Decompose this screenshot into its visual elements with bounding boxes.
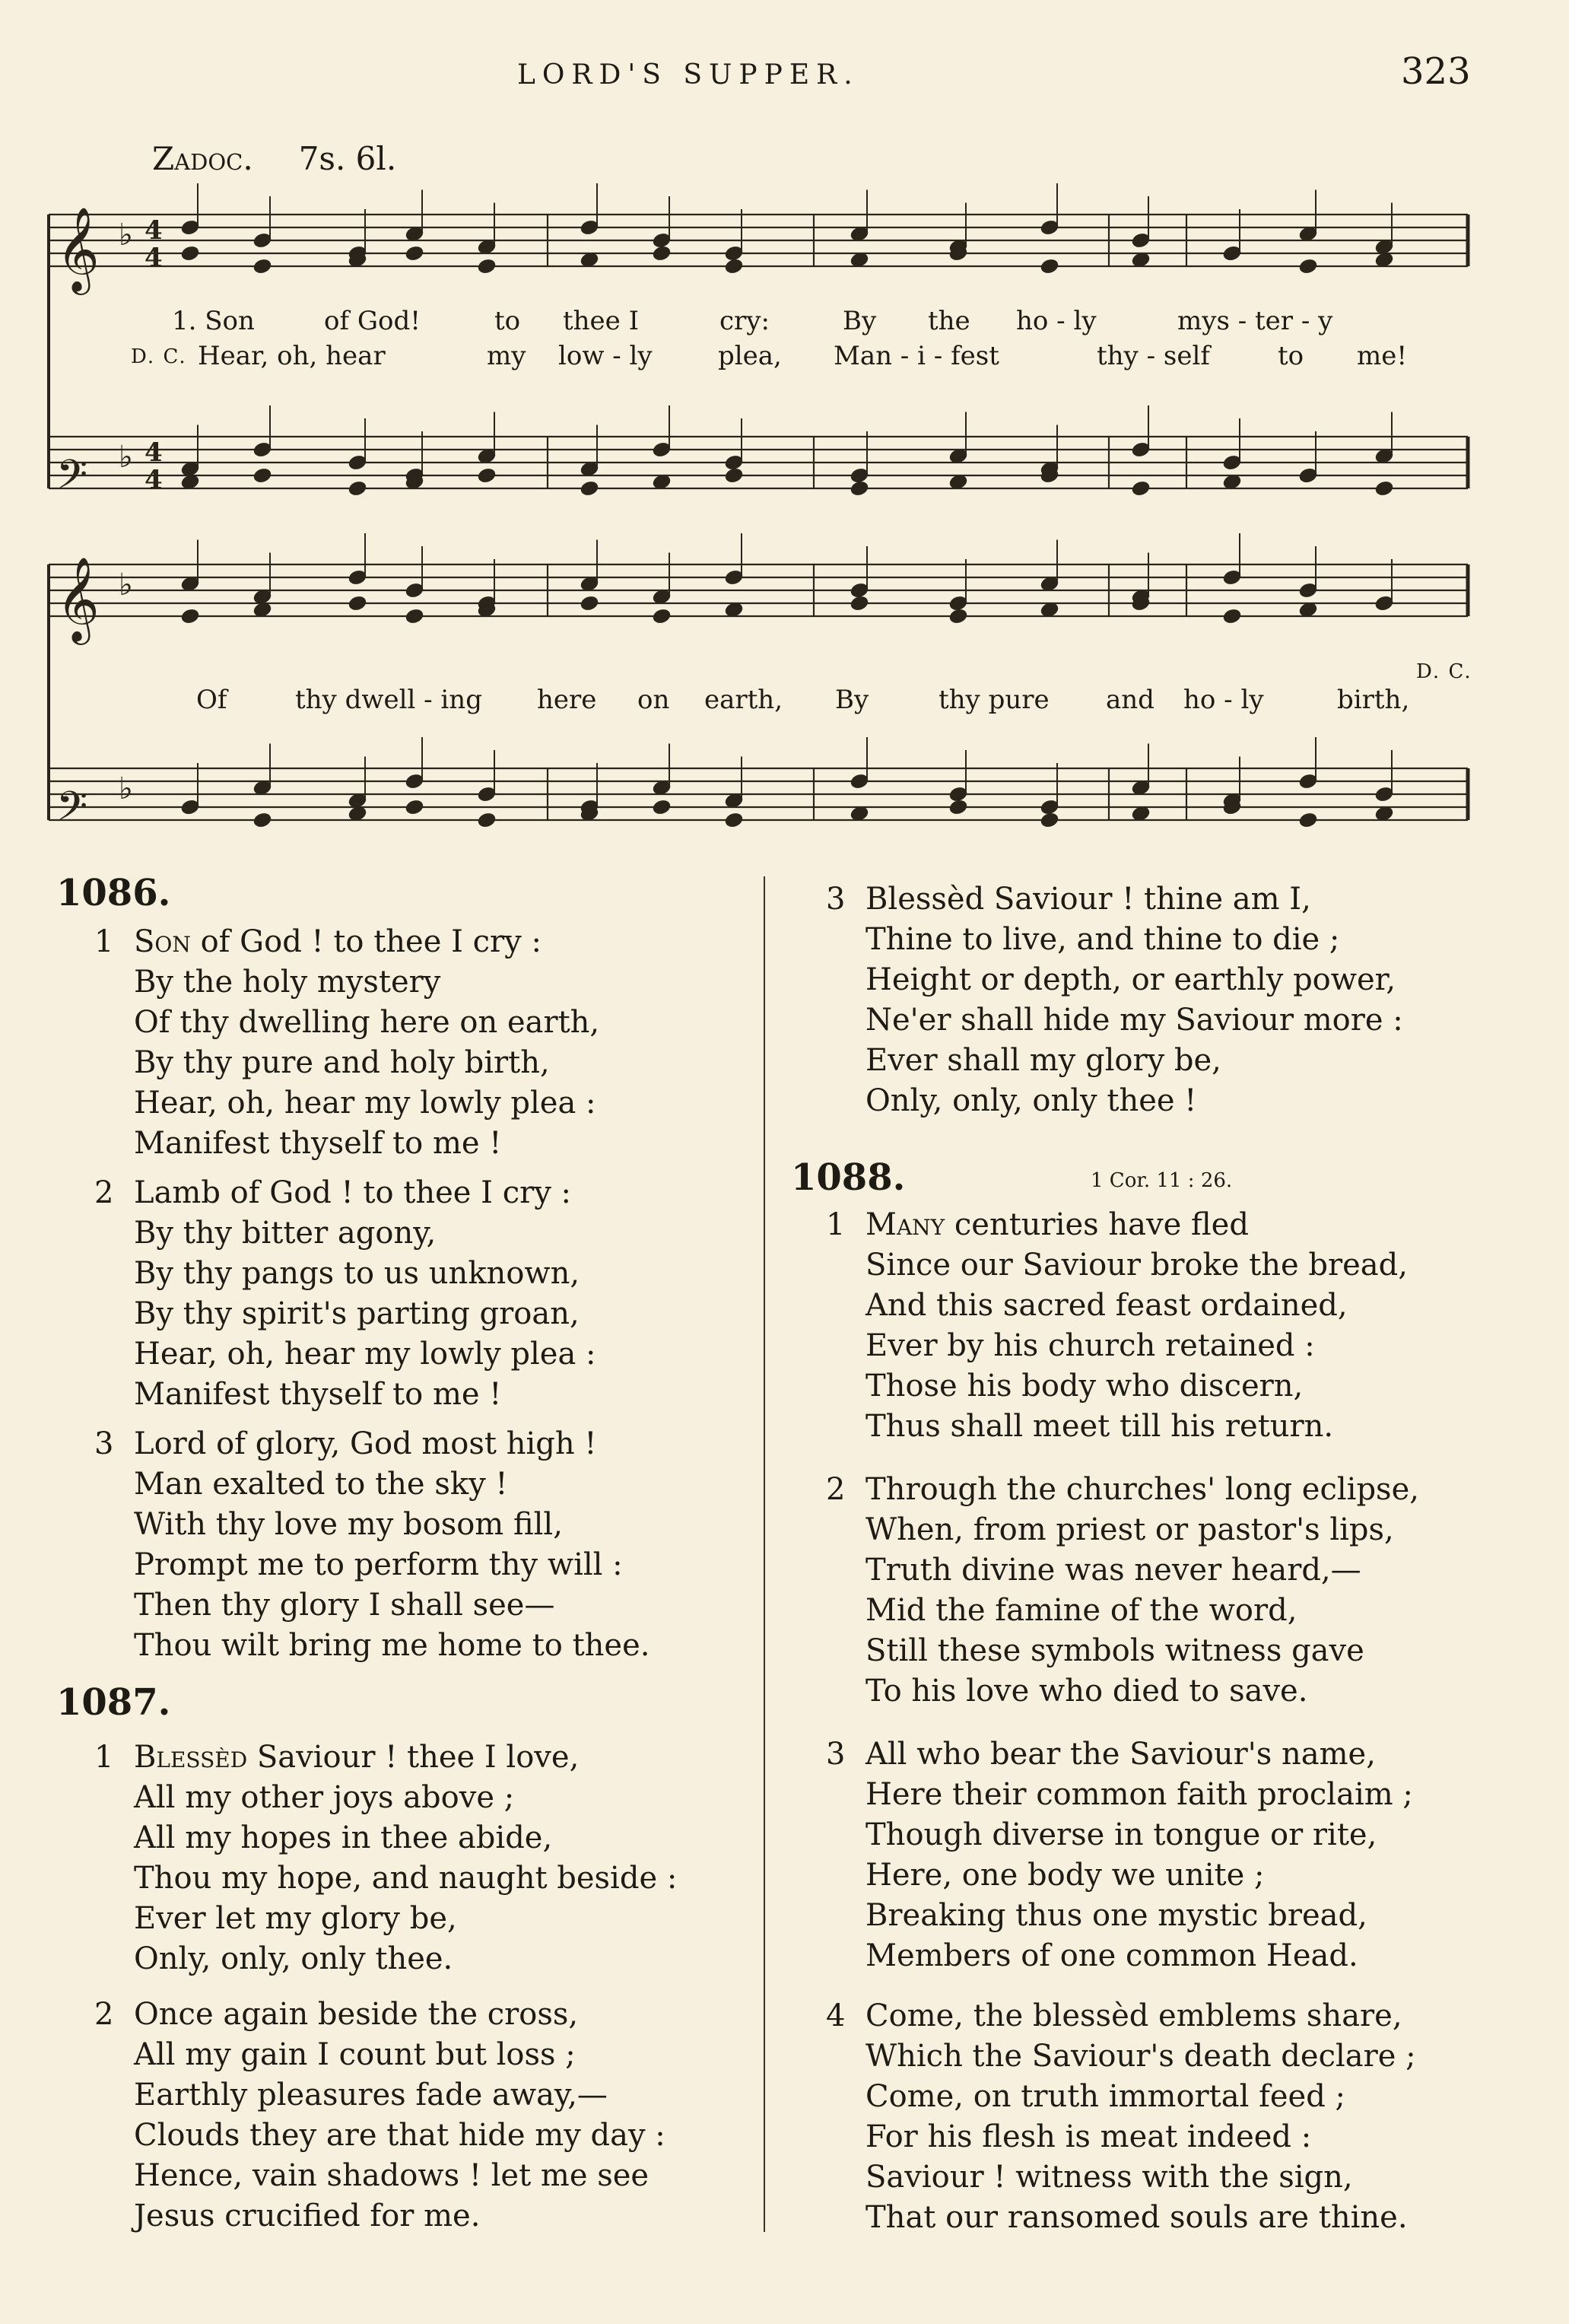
lyric-syllable: low - ly [558, 341, 653, 371]
stanza [94, 1173, 596, 1415]
treble-clef-icon: 𝄞 [56, 206, 100, 291]
note-head [405, 608, 424, 625]
note-head [180, 608, 200, 625]
stanza-number: 3 [826, 1737, 846, 1772]
stanza-line: Hear, oh, hear my lowly plea : [134, 1337, 596, 1372]
stanza-line: Ever shall my glory be, [865, 1043, 1221, 1078]
first-line-rest: Saviour ! thee I love, [247, 1740, 580, 1775]
dc-label: D. C. [131, 345, 187, 368]
note-head [253, 467, 272, 485]
page-number: 323 [1401, 50, 1471, 93]
stanza-number: 3 [826, 882, 846, 917]
stanza-line [134, 1173, 596, 1213]
note-head [1131, 480, 1151, 498]
stanza [94, 1737, 678, 1979]
first-line-rest: Lord of glory, God most high ! [134, 1426, 597, 1461]
lyric-syllable: plea, [718, 341, 782, 371]
lyric-syllable: of God! [324, 306, 421, 336]
lyric-syllable: 1. Son [172, 306, 255, 336]
note-head [1040, 812, 1059, 829]
stanza-line [865, 1996, 1416, 2036]
stanza-line: By the holy mystery [134, 965, 441, 1000]
stanza-line: That our ransomed souls are thine. [865, 2200, 1408, 2235]
stanza [94, 922, 600, 1164]
scripture-reference: 1 Cor. 11 : 26. [1091, 1169, 1233, 1192]
lyric-syllable: thy pure [939, 685, 1050, 715]
stanza-line: Here their common faith proclaim ; [865, 1777, 1413, 1812]
stanza-line: Ever let my glory be, [134, 1901, 457, 1936]
treble-clef-icon: 𝄞 [56, 556, 100, 641]
lyric-syllable: cry: [719, 306, 770, 336]
stanza-line [865, 1205, 1408, 1245]
lyric-syllable: to [494, 306, 521, 336]
stanza-line: By thy pangs to us unknown, [134, 1256, 580, 1291]
bass-clef-icon: 𝄢 [56, 784, 88, 840]
lyric-syllable: mys - ter - y [1177, 306, 1333, 336]
first-line-rest: centuries have fled [945, 1207, 1249, 1242]
stanza-line: Prompt me to perform thy will : [134, 1547, 623, 1582]
lyric-syllable: birth, [1337, 685, 1410, 715]
stanza-line [865, 1734, 1413, 1775]
note-head [405, 245, 424, 262]
stanza-line: Though diverse in tongue or rite, [865, 1817, 1377, 1852]
lyric-syllable: here [537, 685, 597, 715]
stanza-line: Saviour ! witness with the sign, [865, 2160, 1353, 2195]
stanza-line: Thou my hope, and naught beside : [134, 1861, 678, 1896]
lyric-syllable: thy dwell - ing [295, 685, 482, 715]
stanza-line: Clouds they are that hide my day : [134, 2118, 665, 2153]
first-line-rest: Come, the blessèd emblems share, [865, 1998, 1402, 2033]
stanza-line: Jesus crucified for me. [134, 2198, 481, 2233]
stanza-line: By thy bitter agony, [134, 1216, 437, 1251]
lyric-syllable: the [928, 306, 970, 336]
dc-marker: D. C. [1416, 660, 1472, 683]
stanza-number: 1 [94, 924, 114, 959]
stanza-line: Only, only, only thee. [134, 1941, 453, 1976]
stanza-line: By thy pure and holy birth, [134, 1045, 550, 1080]
stanza [826, 1996, 1416, 2238]
tune-meter: 7s. 6l. [298, 140, 397, 177]
hymn-number: 1087. [56, 1681, 171, 1724]
stanza-line: Thou wilt bring me home to thee. [134, 1628, 650, 1663]
stanza-line: Thine to live, and thine to die ; [865, 922, 1340, 957]
note-head [477, 258, 497, 275]
stanza-line: When, from priest or pastor's lips, [865, 1512, 1394, 1547]
lyric-syllable: ho - ly [1016, 306, 1097, 336]
hymn-number: 1088. [791, 1156, 906, 1199]
note-head [348, 480, 367, 498]
lyric-syllable: Of [196, 685, 227, 715]
stanza-line [134, 1995, 665, 2035]
lyric-syllable: ho - ly [1183, 685, 1264, 715]
first-line-rest: Through the churches' long eclipse, [865, 1472, 1419, 1507]
first-line-rest: Blessèd Saviour ! thine am I, [865, 882, 1311, 917]
stanza-line: Then thy glory I shall see— [134, 1588, 555, 1623]
stanza-line: Earthly pleasures fade away,— [134, 2078, 608, 2113]
lyric-syllable: my [487, 341, 526, 371]
time-signature: 4 [145, 465, 163, 495]
stanza-line: Of thy dwelling here on earth, [134, 1005, 600, 1040]
stanza-line: Members of one common Head. [865, 1938, 1358, 1973]
stanza-line [865, 1470, 1419, 1510]
stanza [94, 1995, 665, 2237]
stanza-line: Breaking thus one mystic bread, [865, 1898, 1367, 1933]
stanza-line: To his love who died to save. [865, 1674, 1308, 1709]
running-title: LORD'S SUPPER. [517, 59, 859, 91]
first-word: Son [134, 924, 191, 959]
note-head [253, 258, 272, 275]
stanza-line: With thy love my bosom fill, [134, 1507, 563, 1542]
stanza-line [134, 1737, 677, 1778]
note-head [253, 812, 272, 829]
note-head [652, 799, 672, 816]
note-head [948, 799, 968, 816]
stanza-line: Those his body who discern, [865, 1369, 1304, 1404]
stanza-line: Thus shall meet till his return. [865, 1409, 1334, 1444]
lyric-syllable: Man - i - fest [834, 341, 999, 371]
note-head [724, 467, 744, 485]
flat-sign-icon: ♭ [119, 440, 133, 475]
flat-sign-icon: ♭ [119, 567, 133, 602]
stanza-line: Manifest thyself to me ! [134, 1126, 502, 1161]
time-signature: 4 [145, 243, 163, 273]
stanza-line: Ne'er shall hide my Saviour more : [865, 1003, 1403, 1038]
stanza-line: Only, only, only thee ! [865, 1083, 1197, 1118]
first-line-rest: of God ! to thee I cry : [190, 924, 542, 959]
note-head [1374, 480, 1394, 498]
bass-clef-icon: 𝄢 [56, 452, 88, 508]
stanza-number: 1 [826, 1207, 846, 1242]
stanza-line: Here, one body we unite ; [865, 1858, 1265, 1893]
stanza-number: 1 [94, 1740, 114, 1775]
note-head [652, 245, 672, 262]
stanza-line: Which the Saviour's death declare ; [865, 2039, 1416, 2074]
stanza-line: By thy spirit's parting groan, [134, 1296, 580, 1331]
stanza [826, 1205, 1408, 1447]
note-head [1298, 812, 1318, 829]
stanza-line: Truth divine was never heard,— [865, 1553, 1361, 1588]
stanza-line: Still these symbols witness gave [865, 1633, 1364, 1668]
lyric-syllable: and [1106, 685, 1155, 715]
stanza-line: All my hopes in thee abide, [134, 1820, 553, 1855]
stanza-line: Manifest thyself to me ! [134, 1377, 502, 1412]
first-line-rest: Once again beside the cross, [134, 1997, 579, 2032]
first-line-rest: All who bear the Saviour's name, [865, 1737, 1376, 1772]
note-head [850, 480, 869, 498]
time-signature: 4 [145, 437, 163, 468]
stanza-number: 2 [826, 1472, 846, 1507]
stanza-line: Man exalted to the sky ! [134, 1467, 508, 1502]
stanza-line: All my gain I count but loss ; [134, 2037, 576, 2072]
flat-sign-icon: ♭ [119, 771, 133, 806]
stanza [94, 1424, 650, 1666]
stanza-line: For his flesh is meat indeed : [865, 2119, 1312, 2154]
lyric-syllable: thy - self [1097, 341, 1210, 371]
stanza [826, 1734, 1413, 1976]
stanza-line: And this sacred feast ordained, [865, 1288, 1348, 1323]
stanza-line [134, 1424, 650, 1464]
note-head [477, 467, 497, 485]
stanza-line [134, 922, 599, 962]
flat-sign-icon: ♭ [119, 218, 133, 253]
stanza-line: All my other joys above ; [134, 1780, 515, 1815]
lyric-syllable: By [835, 685, 869, 715]
lyric-syllable: thee I [563, 306, 640, 336]
stanza-line [865, 879, 1403, 920]
lyric-syllable: on [637, 685, 670, 715]
lyric-syllable: me! [1357, 341, 1408, 371]
first-line-rest: Lamb of God ! to thee I cry : [134, 1175, 571, 1210]
stanza [826, 879, 1403, 1121]
stanza-line: Come, on truth immortal feed ; [865, 2079, 1346, 2114]
stanza-line: Hear, oh, hear my lowly plea : [134, 1086, 596, 1121]
note-head [348, 595, 367, 612]
note-head [405, 799, 424, 816]
stanza-number: 2 [94, 1997, 114, 2032]
note-head [850, 595, 869, 612]
note-head [724, 812, 744, 829]
stanza-line: Mid the famine of the word, [865, 1593, 1297, 1628]
note-head [652, 608, 672, 625]
stanza-line: Since our Saviour broke the bread, [865, 1248, 1408, 1283]
note-head [477, 812, 497, 829]
lyric-syllable: By [843, 306, 877, 336]
first-word: Many [865, 1207, 945, 1242]
lyric-syllable: Hear, oh, hear [198, 341, 386, 371]
stanza-number: 2 [94, 1175, 114, 1210]
music-score [0, 0, 1569, 882]
stanza-number: 3 [94, 1426, 114, 1461]
note-head [1040, 258, 1059, 275]
stanza-line: Ever by his church retained : [865, 1328, 1315, 1363]
stanza-line: Height or depth, or earthly power, [865, 962, 1396, 997]
note-head [1222, 608, 1242, 625]
note-head [1298, 258, 1318, 275]
stanza [826, 1470, 1419, 1712]
note-head [580, 595, 599, 612]
stanza-line: Hence, vain shadows ! let me see [134, 2158, 650, 2193]
hymn-number: 1086. [56, 872, 171, 914]
note-head [180, 245, 200, 262]
note-head [724, 258, 744, 275]
lyric-syllable: to [1278, 341, 1304, 371]
column-divider [764, 876, 765, 2232]
time-signature: 4 [145, 215, 163, 246]
note-head [580, 480, 599, 498]
tune-name: Zadoc. [152, 140, 253, 177]
note-head [948, 608, 968, 625]
first-word: Blessèd [134, 1740, 248, 1775]
lyric-syllable: earth, [704, 685, 783, 715]
stanza-number: 4 [826, 1998, 846, 2033]
